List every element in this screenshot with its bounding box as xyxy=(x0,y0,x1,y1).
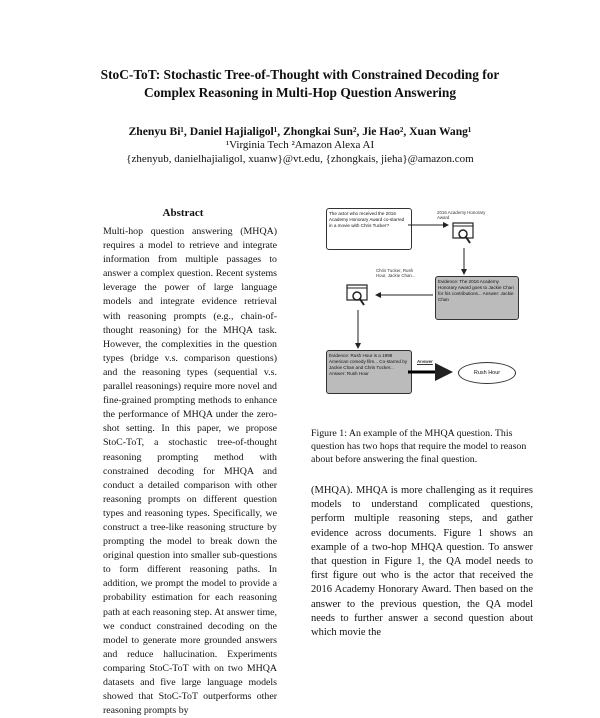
question-box: The actor who received the 2016 Academy Honorary Award co-starred in a movie with Chris Tucker? xyxy=(326,208,412,250)
emails: {zhenyub, danielhajialigol, xuanw}@vt.edu, {zhongkais, jieha}@amazon.com xyxy=(126,153,474,165)
abstract-heading: Abstract xyxy=(162,207,204,219)
authors: Zhenyu Bi¹, Daniel Hajialigol¹, Zhongkai Sun², Jie Hao², Xuan Wang¹ xyxy=(128,125,472,138)
answer-ellipse: Rush Hour xyxy=(458,362,516,384)
title-line-2: Complex Reasoning in Multi-Hop Question Answering xyxy=(143,85,457,100)
hop1-label: 2016 Academy Honorary Award xyxy=(437,210,486,220)
evidence-box-1: Evidence: The 2016 Academy Honorary Award goes to Jackie Chan for his contributions... Answer: Jackie Chan xyxy=(435,276,519,320)
abstract-text: Multi-hop question answering (MHQA) requires a model to retrieve and integrate information from multiple passages to answer a complex question. Recent systems leverage the power of large language models and integrate evidence retrieval with reasoning prompts (e.g., chain-of-thought reasoning) for the MHQA task. However, the complexities in the question types (bridge v.s. comparison questions) and the reasoning types (sequential v.s. parallel reasonings) require more novel and fine-grained prompting methods to enhance the performance of MHQA under the zero-shot setting. In this paper, we propose StoC-ToT, a stochastic tree-of-thought reasoning prompting method with constrained decoding for MHQA and conduct a detailed comparison with other reasoning prompts on different question types and reasoning types. Specifically, we construct a tree-like reasoning structure by prompting the model to break down the original question into smaller sub-questions to form different reasoning paths. In addition, we prompt the model to provide a probability estimation for each reasoning path at each reasoning step. At answer time, we conduct constrained decoding on the model to generate more grounded answers and reduce hallucination. Experiments comparing StoC-ToT with on two MHQA datasets and five large language models showed that StoC-ToT outperforms other reasoning prompts by xyxy=(103,226,277,717)
answer-label: Answer xyxy=(417,359,433,364)
hop2-label: Chris Tucker, Rush Hour, Jackie Chan... xyxy=(376,268,416,278)
figure-caption: Figure 1: An example of the MHQA question. This question has two hops that require the model to reason about before answering the final question. xyxy=(311,428,527,466)
body-paragraph: (MHQA). MHQA is more challenging as it requires models to understand complicated questions, perform multiple reasoning steps, and gather evidence across documents. Figure 1 shows an example of a two-hop MHQA question. To answer that question in Figure 1, the QA model needs to first figure out who is the actor that received the 2016 Academy Honorary Award. Then based on the answer to the previous question, the QA model needs to further answer a second question about which movie the xyxy=(311,485,533,639)
paper-title xyxy=(40,66,560,102)
title-line-1: StoC-ToT: Stochastic Tree-of-Thought with Constrained Decoding for xyxy=(100,67,500,82)
affiliations: ¹Virginia Tech ²Amazon Alexa AI xyxy=(225,139,375,151)
evidence-box-2: Evidence: Rush Hour is a 1998 American comedy film... Co-starred by Jackie Chan and Chris Tucker... Answer: Rush Hour xyxy=(326,350,412,394)
